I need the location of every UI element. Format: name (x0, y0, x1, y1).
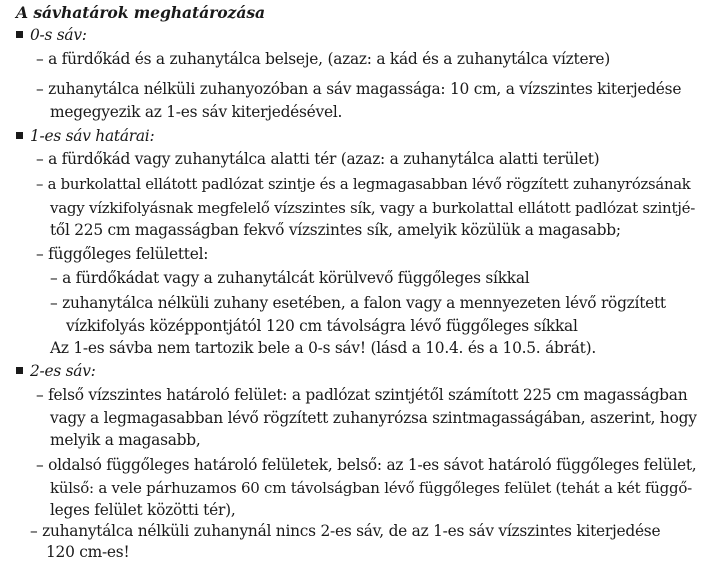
section-heading-2: 2-es sáv: (16, 360, 96, 383)
list-item-continuation: 120 cm-es! (46, 543, 130, 561)
list-item-continuation: leges felület közötti tér), (50, 501, 236, 519)
list-item-continuation: megegyezik az 1-es sáv kiterjedésével. (50, 103, 343, 121)
list-item: – a fürdőkád vagy zuhanytálca alatti tér (azaz: a zuhanytálca alatti terület) (36, 150, 600, 168)
list-item: – zuhanytálca nélküli zuhanyozóban a sáv magassága: 10 cm, a vízszintes kiterjedése (36, 80, 682, 98)
square-bullet-icon (16, 132, 23, 139)
note-text: Az 1-es sávba nem tartozik bele a 0-s sáv! (lásd a 10.4. és a 10.5. ábrát). (50, 339, 596, 357)
list-item: – a burkolattal ellátott padlózat szintje és a legmagasabban lévő rögzített zuhanyrózsának (36, 176, 691, 193)
list-item-continuation: vagy a legmagasabban lévő rögzített zuhanyrózsa szintmagasságában, aszerint, hogy (50, 409, 697, 427)
list-item-continuation: vagy vízkifolyásnak megfelelő vízszintes sík, vagy a burkolattal ellátott padlózat szintjé- (50, 199, 696, 217)
document-title: A sávhatárok meghatározása (16, 3, 266, 22)
section-heading-0: 0-s sáv: (16, 24, 87, 47)
list-item: – a fürdőkád és a zuhanytálca belseje, (azaz: a kád és a zuhanytálca víztere) (36, 50, 611, 68)
list-item-continuation: től 225 cm magasságban fekvő vízszintes sík, amelyik közülük a magasabb; (50, 221, 621, 239)
list-item-continuation: külső: a vele párhuzamos 60 cm távolságban lévő függőleges felület (tehát a két függő- (50, 479, 692, 497)
list-item: – zuhanytálca nélküli zuhanynál nincs 2-es sáv, de az 1-es sáv vízszintes kiterjedése (30, 522, 661, 540)
sub-list-item: – a fürdőkádat vagy a zuhanytálcát körülvevő függőleges síkkal (50, 269, 530, 287)
square-bullet-icon (16, 31, 23, 38)
list-item: – felső vízszintes határoló felület: a padlózat szintjétől számított 225 cm magasságban (36, 386, 688, 404)
sub-list-item-continuation: vízkifolyás középpontjától 120 cm távolságra lévő függőleges síkkal (66, 317, 578, 335)
square-bullet-icon (16, 367, 23, 374)
list-item: – oldalsó függőleges határoló felületek, belső: az 1-es sávot határoló függőleges felület, (36, 456, 697, 474)
list-item: – függőleges felülettel: (36, 245, 209, 263)
sub-list-item: – zuhanytálca nélküli zuhany esetében, a falon vagy a mennyezeten lévő rögzített (50, 294, 666, 312)
section-heading-1: 1-es sáv határai: (16, 125, 154, 148)
list-item-continuation: melyik a magasabb, (50, 431, 201, 449)
